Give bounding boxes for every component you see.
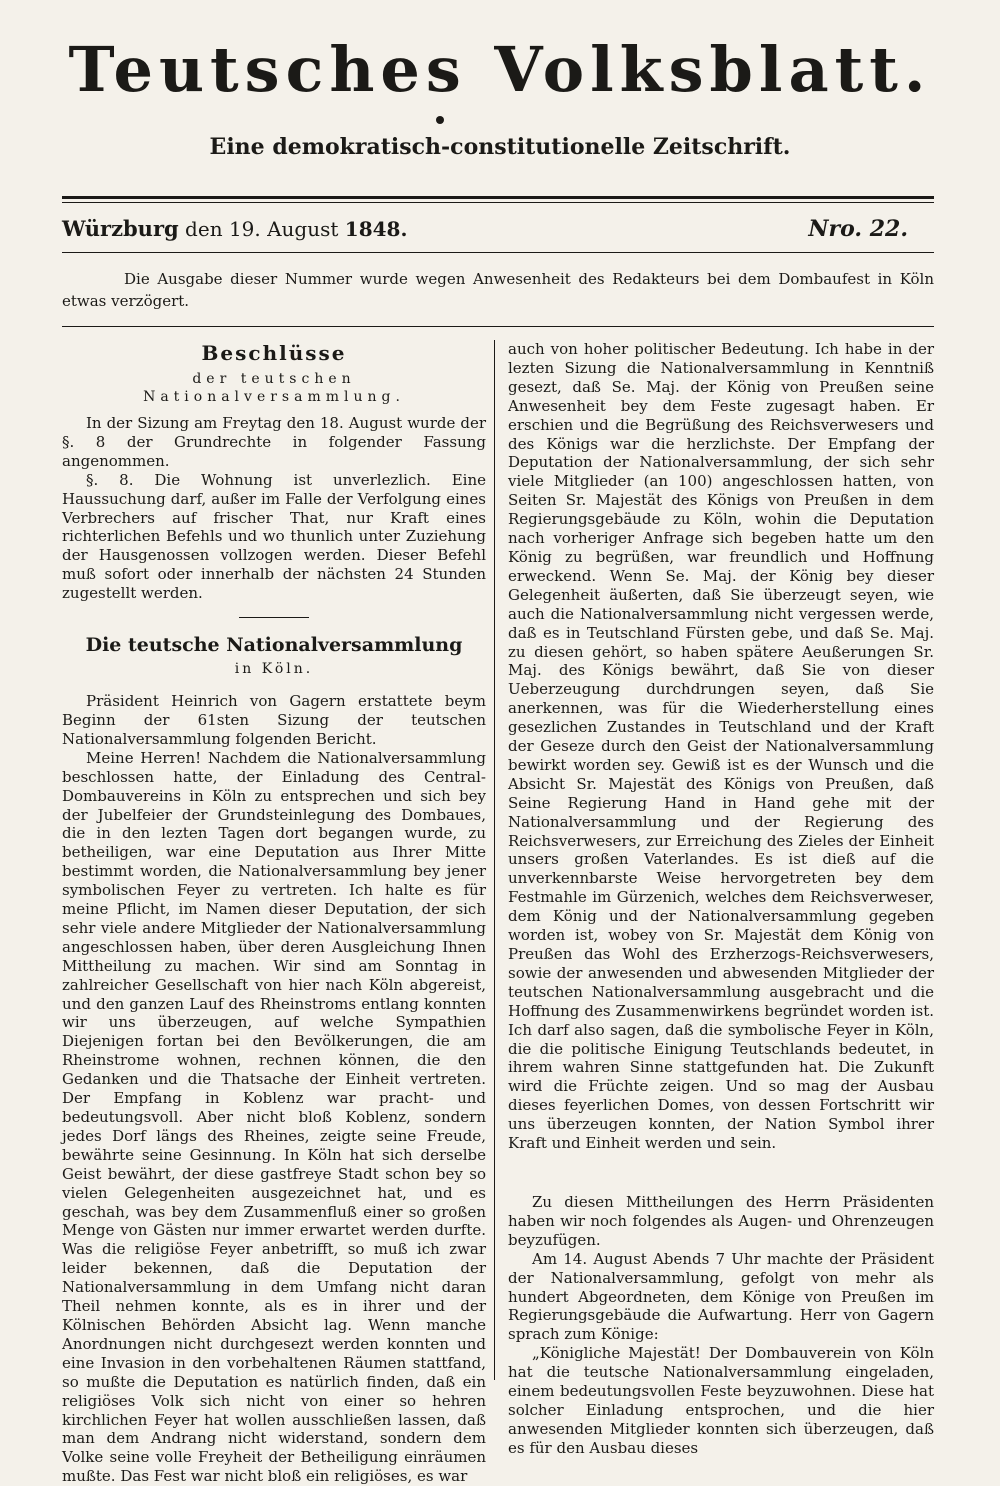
dateline-city: Würzburg: [62, 216, 179, 241]
article1-subheading: der teutschen Nationalversammlung.: [143, 371, 405, 405]
article2-heading: Die teutsche Nationalversammlung: [85, 634, 463, 657]
article1-paragraph: In der Sizung am Freytag den 18. August wurde der §. 8 der Grundrechte in folgender Fassung angenommen.: [62, 414, 486, 470]
dateline-date: den 19. August: [178, 217, 345, 241]
article2-continuation: auch von hoher politischer Bedeutung. Ich habe in der lezten Sizung die Nationalversammlung in Kenntniß gesezt, daß Se. Maj. der König von Preußen seine Anwesenheit bey dem Feste zugesagt haben. Er erschien und die Begrüßung des Reichsverwesers und des Königs war die herzlichste. Der Empfang der Deputation der Nationalversammlung, der sich sehr viele Mitglieder (an 100) angeschlossen hatten, von Seiten Sr. Majestät des Königs von Preußen in dem Regierungsgebäude zu Köln, wohin die Deputation nach vorheriger Anfrage sich begeben hatte um den König zu begrüßen, war freundlich und Hoffnung erweckend. Wenn Se. Maj. der König bey dieser Gelegenheit äußerten, daß Sie überzeugt seyen, wie auch die Nationalversammlung nicht vergessen werde, daß es in Teutschland Fürsten gebe, und daß Se. Maj. zu diesen gehört, so haben spätere Aeußerungen Sr. Maj. des Königs bewährt, daß Sie von dieser Ueberzeugung durchdrungen seyen, daß Sie anerkennen, was für die Wiederherstellung eines gesezlichen Zustandes in Teutschland und der Kraft der Geseze durch den Geist der Nationalversammlung bewirkt worden sey. Gewiß ist es der Wunsch und die Absicht Sr. Majestät des Königs von Preußen, daß Seine Regierung Hand in Hand gehe mit der Nationalversammlung und der Regierung des Reichsverwesers, zur Erreichung des Zieles der Einheit unsers großen Vaterlandes. Es ist dieß auf die unverkennbarste Weise hervorgetreten bey dem Festmahle im Gürzenich, welches dem Reichsverweser, dem König und der Nationalversammlung gegeben worden ist, wobey von Sr. Majestät dem König von Preußen das Wohl des Erzherzogs-Reichsverwesers, sowie der anwesenden und abwesenden Mitglieder der teutschen Nationalversammlung ausgebracht und die Hoffnung des Zusammenwirkens begründet worden ist. Ich darf also sagen, daß die symbolische Feyer in Köln, die die politische Einigung Teutschlands bedeutet, in ihrem wahren Sinne stattgefunden hat. Die Zukunft wird die Früchte zeigen. Und so mag der Ausbau dieses feyerlichen Domes, von dessen Fortschritt wir uns überzeugen konnten, der Nation Symbol ihrer Kraft und Einheit werden und sein.: [508, 340, 934, 1153]
right-column: [508, 340, 934, 1458]
left-column: [62, 340, 486, 1486]
article2-paragraph: „Königliche Majestät! Der Dombauverein von Köln hat die teutsche Nationalversammlung eingeladen, einem bedeutungsvollen Feste beyzuwohnen. Diese hat solcher Einladung entsprochen, und die hier anwesenden Mitglieder konnten sich überzeugen, daß es für den Ausbau dieses: [508, 1344, 934, 1457]
dateline-year: 1848.: [344, 217, 408, 241]
article2-paragraph: Präsident Heinrich von Gagern erstattete beym Beginn der 61sten Sizung der teutschen Nationalversammlung folgenden Bericht.: [62, 692, 486, 748]
masthead-rule-thick: [62, 196, 934, 199]
article1-heading: Beschlüsse: [201, 341, 347, 365]
section-separator: [239, 617, 309, 618]
dateline: [62, 214, 934, 244]
column-divider: [494, 340, 495, 1380]
paragraph-gap: [508, 1153, 934, 1193]
article1-paragraph: §. 8. Die Wohnung ist unverlezlich. Eine Haussuchung darf, außer im Falle der Verfolgung eines Verbrechers auf frischer That, nur Kraft eines richterlichen Befehls und wo thunlich unter Zuziehung der Hausgenossen vollzogen werden. Dieser Befehl muß sofort oder innerhalb der nächsten 24 Stunden zugestellt werden.: [62, 470, 486, 603]
masthead-subtitle: Eine demokratisch-constitutionelle Zeitschrift.: [209, 134, 791, 160]
masthead-ornament: [436, 116, 444, 124]
article2-subheading: in Köln.: [234, 661, 314, 678]
dateline-rule: [62, 252, 934, 253]
article2-paragraph: Meine Herren! Nachdem die Nationalversammlung beschlossen hatte, der Einladung des Central-Dombauvereins in Köln zu entsprechen und sich bey der Jubelfeier der Grundsteinlegung des Dombaues, die in den lezten Tagen dort begangen wurde, zu betheiligen, war eine Deputation aus Ihrer Mitte bestimmt worden, die Nationalversammlung bey jener symbolischen Feyer zu vertreten. Ich halte es für meine Pflicht, im Namen dieser Deputation, der sich sehr viele andere Mitglieder der Nationalversammlung angeschlossen haben, über deren Ausgleichung Ihnen Mittheilung zu machen. Wir sind am Sonntag in zahlreicher Gesellschaft von hier nach Köln abgereist, und den ganzen Lauf des Rheinstroms entlang konnten wir uns überzeugen, auf welche Sympathien Diejenigen fortan bei den Bevölkerungen, die am Rheinstrome wohnen, rechnen können, die den Gedanken und die Thatsache der Einheit vertreten. Der Empfang in Koblenz war pracht- und bedeutungsvoll. Aber nicht bloß Koblenz, sondern jedes Dorf längs des Rheines, zeigte seine Freude, bewährte seine Gesinnung. In Köln hat sich derselbe Geist bewährt, der diese gastfreye Stadt schon bey so vielen Gelegenheiten ausgezeichnet hat, und es geschah, was bey dem Zusammenfluß einer so großen Menge von Gästen nur immer erwartet werden durfte. Was die religiöse Feyer anbetrifft, so muß ich zwar leider bekennen, daß die Deputation der Nationalversammlung in dem Umfang nicht daran Theil nehmen konnte, als es in ihrer und der Kölnischen Behörden Absicht lag. Wenn manche Anordnungen nicht durchgesezt werden konnten und eine Invasion in den vorbehaltenen Räumen stattfand, so mußte die Deputation es natürlich finden, daß ein religiöses Volk sich nicht von einer so hehren kirchlichen Feyer hat wollen ausschließen lassen, daß man dem Andrang nicht widerstand, sondern dem Volke seine volle Freyheit der Betheiligung einräumen mußte. Das Fest war nicht bloß ein religiöses, es war: [62, 748, 486, 1486]
article2-paragraph: Zu diesen Mittheilungen des Herrn Präsidenten haben wir noch folgendes als Augen- und Ohrenzeugen beyzufügen.: [508, 1192, 934, 1249]
article2-paragraph: Am 14. August Abends 7 Uhr machte der Präsident der Nationalversammlung, gefolgt von mehr als hundert Abgeordneten, dem Könige von Preußen im Regierungsgebäude die Aufwartung. Herr von Gagern sprach zum Könige:: [508, 1249, 934, 1344]
masthead-title: Teutsches Volksblatt.: [68, 33, 932, 106]
masthead-rule-thin: [62, 202, 934, 203]
issue-number: Nro. 22.: [808, 216, 908, 242]
notice-rule: [62, 326, 934, 327]
delay-notice: Die Ausgabe dieser Nummer wurde wegen Anwesenheit des Redakteurs bei dem Dombaufest in Köln etwas verzögert.: [62, 270, 934, 310]
